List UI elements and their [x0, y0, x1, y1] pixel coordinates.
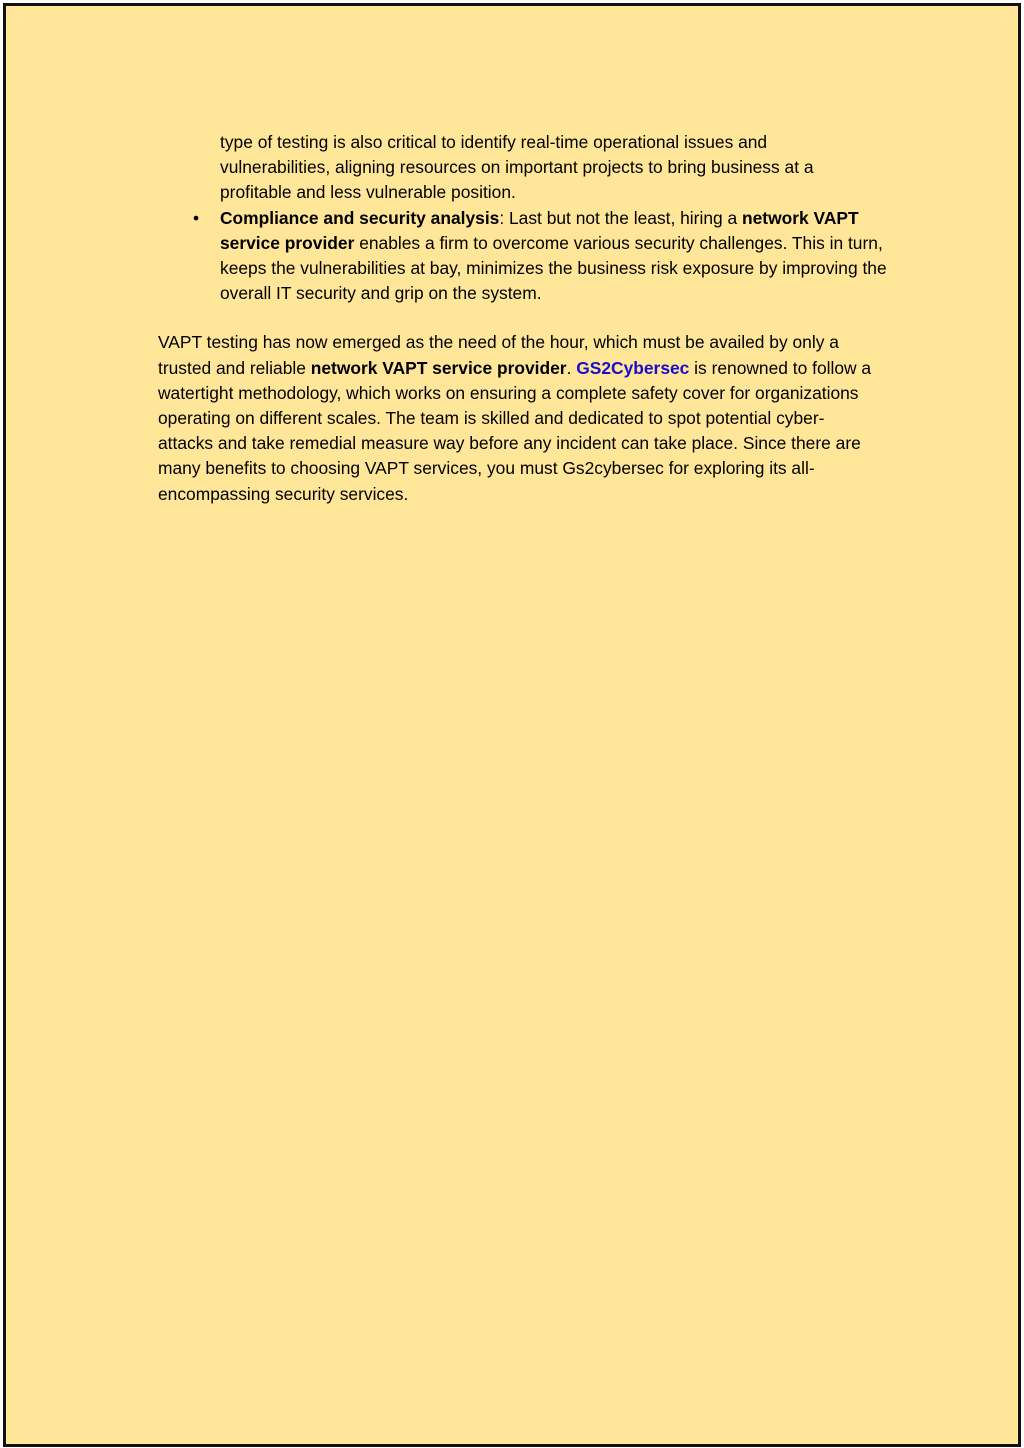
bullet-list [158, 206, 888, 307]
bullet-icon: • [192, 207, 200, 228]
closing-bold-phrase: network VAPT service provider [310, 357, 567, 378]
document-page [3, 3, 1021, 1447]
closing-text-part: is renowned to follow a watertight methodology, which works on ensuring a complete safety cover for organizations operating on different scales. The team is skilled and dedicated to spot potential cyber-attacks and take remedial measure way before any incident can take place. Since there are many benefits to choosing VAPT services, you must Gs2cybersec for exploring its all-encompassing security services. [158, 357, 872, 504]
bullet-term: Compliance and security analysis [220, 207, 500, 228]
continuation-paragraph: type of testing is also critical to identify real-time operational issues and vulnerabilities, aligning resources on important projects to bring business at a profitable and less vulnerable position. [220, 132, 814, 203]
bullet-bold-phrase: network VAPT service provider [220, 207, 859, 253]
bullet-text-part: : Last but not the least, hiring a [499, 207, 742, 228]
closing-text-part: VAPT testing has now emerged as the need of the hour, which must be availed by only a trusted and reliable [158, 332, 839, 378]
bullet-text-part: enables a firm to overcome various security challenges. This in turn, keeps the vulnerabilities at bay, minimizes the business risk exposure by improving the overall IT security and grip on the system. [220, 232, 887, 304]
closing-paragraph [158, 330, 878, 506]
document-body [158, 130, 888, 507]
gs2cybersec-link[interactable]: GS2Cybersec [576, 357, 690, 378]
closing-text-part: . [566, 357, 577, 378]
list-item [192, 206, 888, 307]
